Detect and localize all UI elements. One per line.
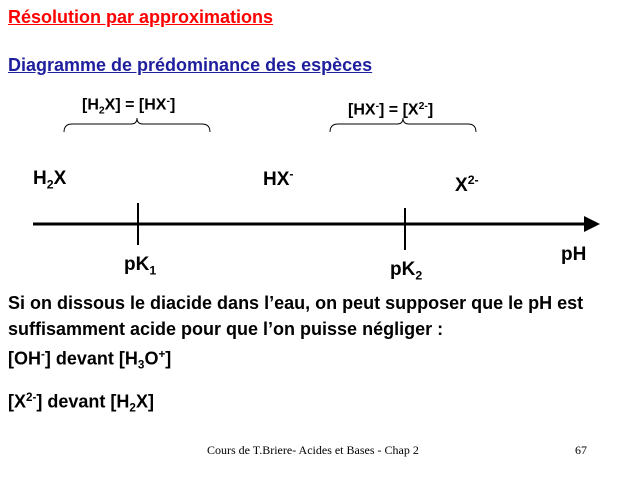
assumption-paragraph: Si on dissous le diacide dans l’eau, on peut supposer que le pH est suffisamment acide pour que l’on puisse négliger : (8, 293, 584, 339)
pk1-label: $pK_1$ (124, 254, 157, 278)
slide-title: Résolution par approximations (8, 7, 274, 27)
ph-axis-label: pH (561, 244, 587, 265)
species-h2x: $H_2X$ (33, 168, 67, 192)
ph-axis-arrowhead (584, 216, 600, 232)
brace-1 (64, 118, 210, 132)
page-number: 67 (575, 443, 587, 457)
species-x2: $X^{2-}$ (455, 173, 479, 196)
footer-course: Cours de T.Briere- Acides et Bases - Chap 2 (207, 443, 419, 457)
brace-2 (330, 118, 476, 132)
neglect-line-oh: [OH-] devant $[H_3O^+]$ (8, 348, 172, 372)
neglect-line-x2: $[X^{2-}]$ devant $[H_2X]$ (8, 391, 154, 415)
slide-subtitle: Diagramme de prédominance des espèces (8, 55, 373, 75)
pk2-label: $pK_2$ (390, 259, 423, 283)
equality-label-1: $[H_2X] = [HX^-]$ (82, 96, 176, 117)
species-hx: HX- (263, 167, 294, 190)
equality-label-2: $[HX^-] = [X^{2-}]$ (348, 101, 434, 119)
